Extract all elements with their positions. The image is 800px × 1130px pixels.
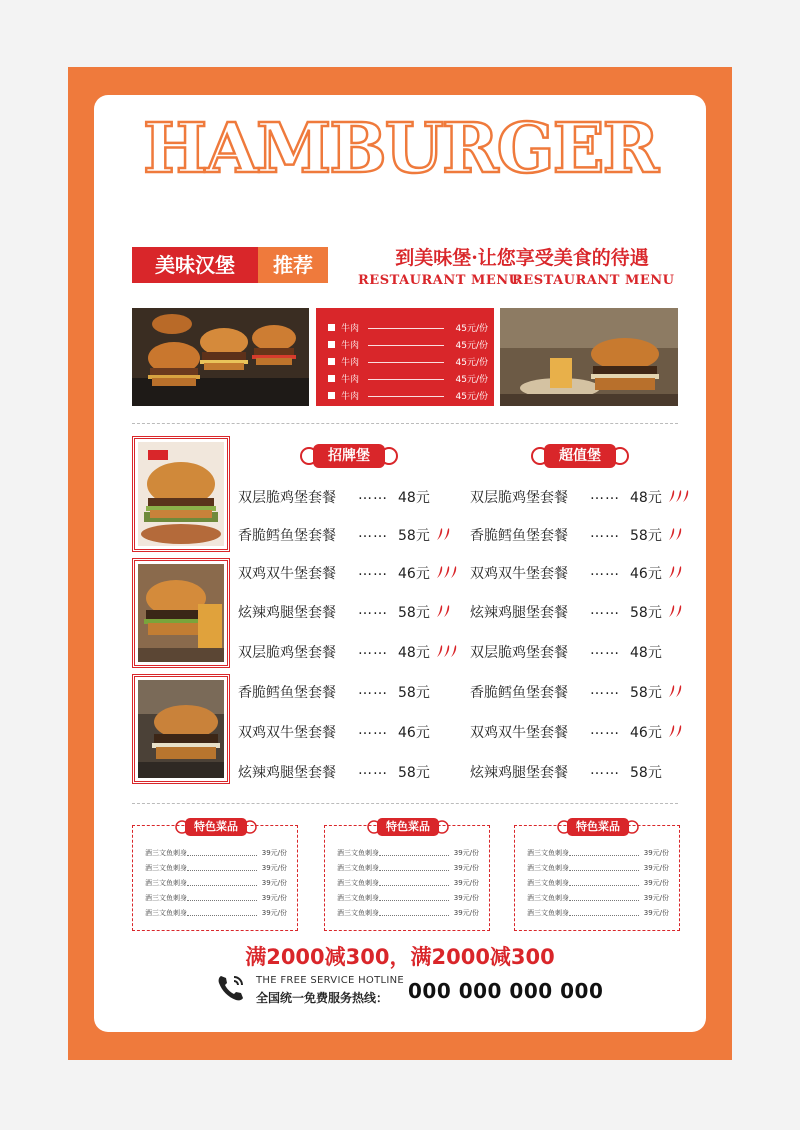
featured-item: 酒三文鱼刺身 39元/份 — [527, 909, 669, 917]
menu-item — [238, 563, 468, 585]
featured-box — [132, 820, 298, 931]
side-burger-photo — [132, 558, 230, 668]
menu-item-dots: …… — [358, 682, 388, 698]
featured-item: 酒三文鱼刺身 39元/份 — [527, 894, 669, 902]
menu-item — [238, 682, 468, 704]
tag-delicious-burger: 美味汉堡 — [132, 247, 258, 283]
menu-item-name: 炫辣鸡腿堡套餐 — [238, 605, 336, 621]
chili-icon — [436, 604, 452, 622]
hotline-english: THE FREE SERVICE HOTLINE — [256, 975, 404, 986]
menu-item-name: 双鸡双牛堡套餐 — [470, 566, 568, 582]
menu-item-price: 46元 — [630, 566, 662, 582]
menu-item-dots: …… — [358, 602, 388, 618]
menu-item — [238, 602, 468, 624]
chili-icon — [436, 565, 459, 583]
tag-recommend: 推荐 — [258, 247, 328, 283]
price-list-box — [316, 308, 494, 406]
menu-item-dots: …… — [358, 487, 388, 503]
menu-item-name: 双层脆鸡堡套餐 — [238, 490, 336, 506]
menu-item-price: 48元 — [630, 645, 662, 661]
featured-item: 酒三文鱼刺身 39元/份 — [145, 909, 287, 917]
menu-item-name: 香脆鳕鱼堡套餐 — [470, 685, 568, 701]
menu-item-name: 双鸡双牛堡套餐 — [238, 566, 336, 582]
menu-item-name: 双鸡双牛堡套餐 — [238, 725, 336, 741]
menu-item — [470, 525, 700, 547]
chili-icon — [668, 565, 684, 583]
menu-item-price: 58元 — [398, 685, 430, 701]
menu-item-name: 炫辣鸡腿堡套餐 — [470, 765, 568, 781]
menu-item — [470, 563, 700, 585]
chili-icon — [668, 527, 684, 545]
featured-item: 酒三文鱼刺身 39元/份 — [337, 864, 479, 872]
featured-badge: 特色菜品 — [174, 816, 258, 838]
menu-item-price: 58元 — [398, 765, 430, 781]
menu-item-price: 46元 — [630, 725, 662, 741]
menu-item — [470, 642, 700, 664]
menu-item-name: 炫辣鸡腿堡套餐 — [238, 765, 336, 781]
phone-icon — [214, 971, 248, 1005]
menu-item-dots: …… — [590, 762, 620, 778]
menu-item-dots: …… — [358, 722, 388, 738]
menu-item — [238, 642, 468, 664]
chili-icon — [436, 644, 459, 662]
menu-item-price: 48元 — [398, 645, 430, 661]
menu-item-dots: …… — [358, 525, 388, 541]
side-burger-photo — [132, 674, 230, 784]
menu-item — [470, 762, 700, 784]
hotline-chinese: 全国统一免费服务热线： — [256, 991, 389, 1005]
menu-item-name: 香脆鳕鱼堡套餐 — [470, 528, 568, 544]
featured-item: 酒三文鱼刺身 39元/份 — [145, 894, 287, 902]
featured-badge: 特色菜品 — [556, 816, 640, 838]
bullet-icon — [328, 324, 335, 331]
price-row: 牛肉 45元/份 — [328, 321, 488, 335]
menu-item-dots: …… — [358, 563, 388, 579]
menu-item-price: 46元 — [398, 725, 430, 741]
menu-item-price: 58元 — [630, 605, 662, 621]
menu-item-dots: …… — [358, 762, 388, 778]
featured-item: 酒三文鱼刺身 39元/份 — [145, 879, 287, 887]
hotline-number: 000 000 000 000 — [408, 979, 604, 1003]
featured-item: 酒三文鱼刺身 39元/份 — [527, 849, 669, 857]
featured-item: 酒三文鱼刺身 39元/份 — [145, 864, 287, 872]
menu-item-name: 双层脆鸡堡套餐 — [470, 490, 568, 506]
price-row: 牛肉 45元/份 — [328, 355, 488, 369]
price-row: 牛肉 45元/份 — [328, 372, 488, 386]
menu-item-price: 58元 — [398, 605, 430, 621]
price-row: 牛肉 45元/份 — [328, 338, 488, 352]
menu-item-dots: …… — [590, 487, 620, 503]
menu-item-price: 48元 — [398, 490, 430, 506]
menu-item — [470, 602, 700, 624]
bullet-icon — [328, 375, 335, 382]
divider — [132, 423, 678, 424]
menu-item-price: 58元 — [398, 528, 430, 544]
menu-item-dots: …… — [590, 525, 620, 541]
menu-item — [238, 762, 468, 784]
chili-icon — [668, 724, 684, 742]
chili-icon — [668, 684, 684, 702]
menu-item — [470, 722, 700, 744]
featured-item: 酒三文鱼刺身 39元/份 — [337, 894, 479, 902]
menu-item-name: 香脆鳕鱼堡套餐 — [238, 528, 336, 544]
featured-box — [324, 820, 490, 931]
burger-photo — [500, 308, 678, 406]
menu-item-dots: …… — [590, 682, 620, 698]
poster-inner — [94, 95, 706, 1032]
bullet-icon — [328, 358, 335, 365]
featured-item: 酒三文鱼刺身 39元/份 — [337, 849, 479, 857]
menu-item-price: 58元 — [630, 685, 662, 701]
value-burger-badge: 超值堡 — [530, 440, 630, 472]
chili-icon — [436, 527, 452, 545]
menu-item-price: 58元 — [630, 765, 662, 781]
divider — [132, 803, 678, 804]
menu-item — [238, 525, 468, 547]
menu-item-name: 炫辣鸡腿堡套餐 — [470, 605, 568, 621]
featured-item: 酒三文鱼刺身 39元/份 — [337, 909, 479, 917]
featured-badge: 特色菜品 — [366, 816, 450, 838]
burger-photo — [132, 308, 309, 406]
price-row: 牛肉 45元/份 — [328, 389, 488, 403]
menu-item — [238, 487, 468, 509]
bullet-icon — [328, 341, 335, 348]
poster-title: HAMBURGER — [143, 109, 657, 189]
featured-item: 酒三文鱼刺身 39元/份 — [145, 849, 287, 857]
chili-icon — [668, 604, 684, 622]
bullet-icon — [328, 392, 335, 399]
featured-box — [514, 820, 680, 931]
menu-item-price: 46元 — [398, 566, 430, 582]
menu-item-name: 双鸡双牛堡套餐 — [470, 725, 568, 741]
menu-item-dots: …… — [590, 563, 620, 579]
menu-item-dots: …… — [590, 642, 620, 658]
menu-item-dots: …… — [358, 642, 388, 658]
chili-icon — [668, 489, 691, 507]
menu-item-price: 58元 — [630, 528, 662, 544]
restaurant-menu-text: RESTAURANT MENU — [358, 273, 521, 288]
promo-text: 满2000减300，满2000减300 — [245, 945, 555, 969]
restaurant-menu-text: RESTAURANT MENU — [512, 273, 675, 288]
menu-item-name: 双层脆鸡堡套餐 — [238, 645, 336, 661]
menu-item-dots: …… — [590, 722, 620, 738]
menu-item — [470, 487, 700, 509]
slogan: 到美味堡·让您享受美食的待遇 — [395, 247, 649, 269]
featured-item: 酒三文鱼刺身 39元/份 — [527, 879, 669, 887]
poster-border — [68, 67, 732, 1060]
signature-burger-badge: 招牌堡 — [299, 440, 399, 472]
menu-item-name: 香脆鳕鱼堡套餐 — [238, 685, 336, 701]
menu-item — [470, 682, 700, 704]
featured-item: 酒三文鱼刺身 39元/份 — [527, 864, 669, 872]
side-burger-photo — [132, 436, 230, 552]
menu-item-price: 48元 — [630, 490, 662, 506]
menu-item-name: 双层脆鸡堡套餐 — [470, 645, 568, 661]
menu-item — [238, 722, 468, 744]
featured-item: 酒三文鱼刺身 39元/份 — [337, 879, 479, 887]
menu-item-dots: …… — [590, 602, 620, 618]
